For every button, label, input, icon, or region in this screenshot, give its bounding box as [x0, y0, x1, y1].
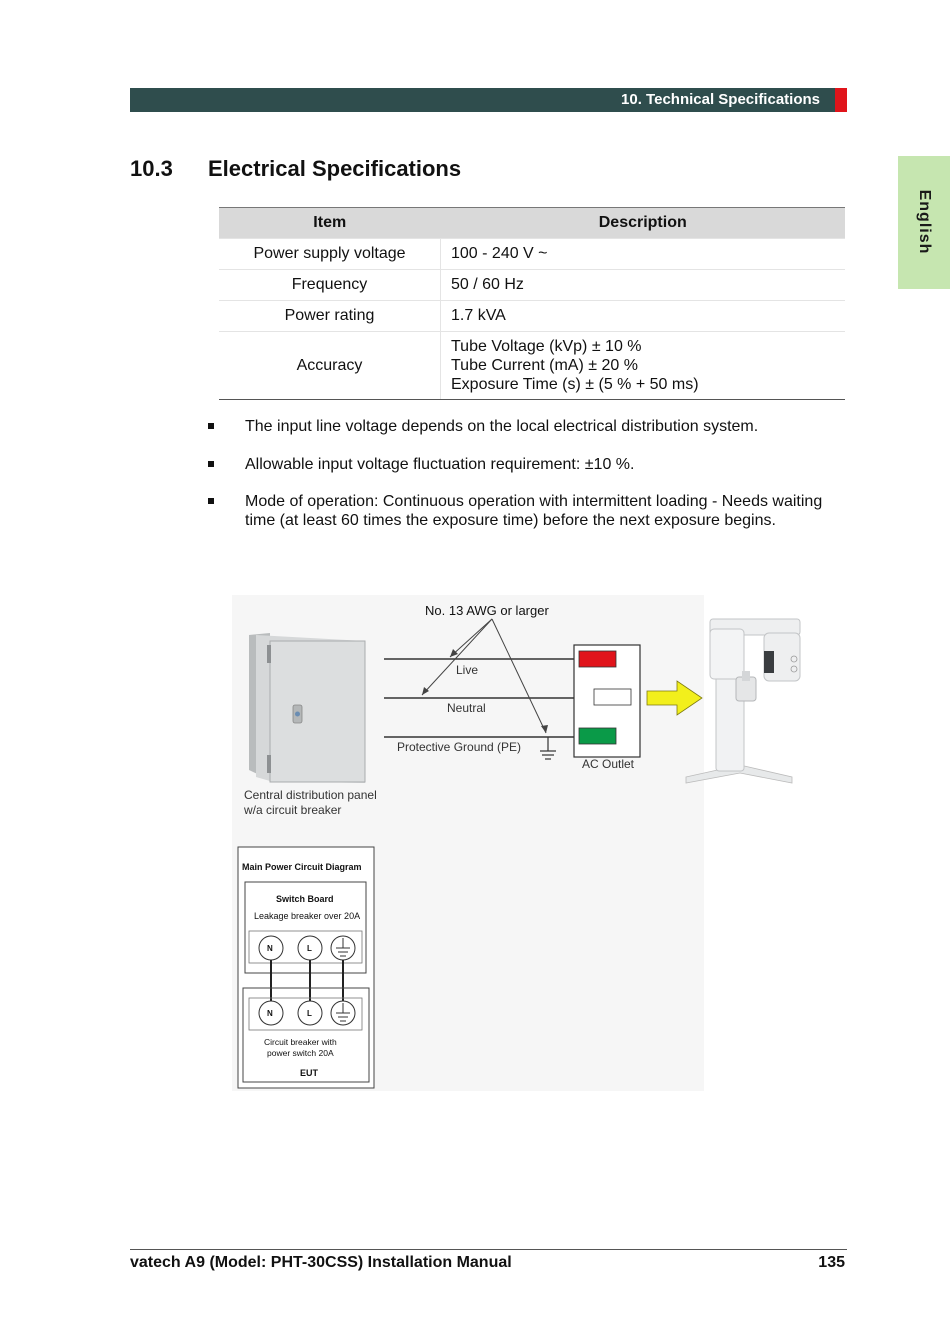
accuracy-line: Tube Current (mA) ± 20 %: [451, 357, 638, 374]
table-header-row: [219, 208, 845, 239]
table-cell-item: Frequency: [219, 270, 441, 301]
live-label: Live: [456, 663, 479, 677]
breaker-label-line2: power switch 20A: [267, 1048, 334, 1058]
panel-label-line1: Central distribution panel: [244, 788, 377, 802]
bullet-marker: [208, 423, 214, 429]
table-cell-item: Accuracy: [219, 332, 441, 400]
table-cell-description: 50 / 60 Hz: [441, 270, 846, 301]
language-tab[interactable]: [898, 156, 950, 289]
table-cell-description: 100 - 240 V ~: [441, 239, 846, 270]
n-label: N: [267, 944, 273, 953]
language-tab-label: English: [916, 189, 933, 255]
accuracy-line: Exposure Time (s) ± (5 % + 50 ms): [451, 376, 699, 393]
footer-manual-title: vatech A9 (Model: PHT-30CSS) Installation Manual: [130, 1254, 512, 1271]
l-label: L: [307, 944, 312, 953]
circuit-title: Main Power Circuit Diagram: [242, 862, 362, 872]
column-header-description: Description: [441, 208, 846, 239]
ground-label: Protective Ground (PE): [397, 740, 522, 754]
n-label: N: [267, 1009, 273, 1018]
bullet-text: Mode of operation: Continuous operation with intermittent loading - Needs waiting time (at least 60 times the exposure time) before the next exposure begins.: [245, 493, 823, 529]
page-number: 135: [818, 1254, 845, 1271]
switch-board-label: Switch Board: [276, 894, 334, 904]
bullet-text: The input line voltage depends on the local electrical distribution system.: [245, 418, 759, 435]
table-cell-description: 1.7 kVA: [441, 301, 846, 332]
main-power-circuit-diagram: [238, 847, 374, 1088]
live-terminal: [579, 651, 616, 667]
table-row: [219, 239, 845, 270]
bullet-marker: [208, 461, 214, 467]
table-row: [219, 270, 845, 301]
table-cell-item: Power rating: [219, 301, 441, 332]
breaker-label-line1: Circuit breaker with: [264, 1037, 337, 1047]
footer-divider: [130, 1249, 847, 1250]
eut-label: EUT: [300, 1068, 318, 1078]
header-accent: [835, 88, 847, 112]
neutral-label: Neutral: [447, 701, 486, 715]
section-number: 10.3: [130, 156, 173, 181]
ac-outlet-label: AC Outlet: [582, 757, 635, 771]
distribution-panel-illustration: [249, 633, 365, 783]
wiring-diagram: [232, 595, 707, 1093]
accuracy-line: Tube Voltage (kVp) ± 10 %: [451, 338, 642, 355]
column-header-item: Item: [219, 208, 441, 239]
spec-table: [219, 207, 845, 400]
leakage-breaker-label: Leakage breaker over 20A: [254, 911, 361, 921]
wire-spec-label: No. 13 AWG or larger: [425, 603, 549, 618]
table-cell-description: [441, 332, 846, 400]
neutral-terminal: [594, 689, 631, 705]
panel-label-line2: w/a circuit breaker: [244, 803, 342, 817]
table-row: [219, 301, 845, 332]
bullet-marker: [208, 498, 214, 504]
l-label: L: [307, 1009, 312, 1018]
bullet-text: Allowable input voltage fluctuation requirement: ±10 %.: [245, 456, 635, 473]
header-title: 10. Technical Specifications: [621, 91, 820, 108]
xray-unit-illustration: [680, 615, 805, 787]
table-row: [219, 332, 845, 400]
ground-terminal: [579, 728, 616, 744]
table-cell-item: Power supply voltage: [219, 239, 441, 270]
section-title: Electrical Specifications: [208, 156, 462, 181]
